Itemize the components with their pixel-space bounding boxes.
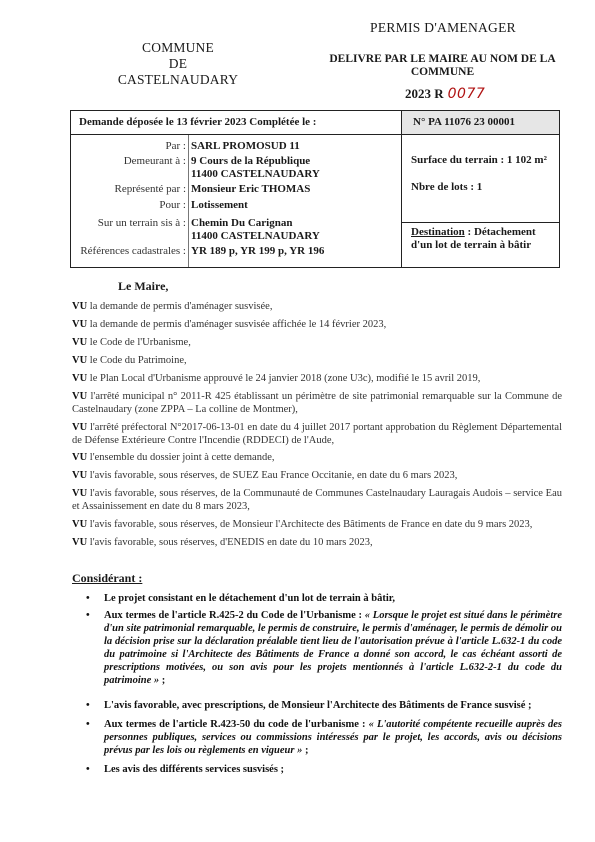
- commune-line: DE: [168, 56, 188, 71]
- vu-item: [72, 372, 562, 385]
- site-value: [191, 217, 320, 243]
- vu-text: le Code du Patrimoine,: [87, 355, 187, 366]
- vu-item: [72, 421, 562, 447]
- commune-line: COMMUNE: [142, 40, 214, 55]
- arrete-number: [405, 86, 485, 102]
- vu-keyword: VU: [72, 488, 88, 499]
- vu-text: l'avis favorable, sous réserves, de la Communauté de Communes Castelnaudary Lauragais Audois – service Eau et Assainissement en date du 8 mars 2023,: [72, 488, 562, 512]
- document-title: PERMIS D'AMENAGER: [370, 20, 516, 35]
- issuer-line: DELIVRE PAR LE MAIRE AU NOM DE LA: [329, 53, 556, 65]
- vu-text: l'arrêté préfectoral N°2017-06-13-01 en date du 4 juillet 2017 portant approbation du Règlement Départemental de Défense Extérieure Contre l'Incendie (RDDECI) de l'Aude,: [72, 422, 562, 446]
- purpose-label: Pour :: [159, 199, 186, 211]
- representative-value: Monsieur Eric THOMAS: [191, 183, 311, 195]
- destination-text: : Détachement d'un lot de terrain à bâtir: [411, 226, 536, 251]
- address-line: 11400 CASTELNAUDARY: [191, 168, 320, 180]
- item-lead: Aux termes de l'article R.423-50 du code de l'urbanisme :: [104, 719, 369, 730]
- issuer-statement: [310, 53, 575, 79]
- representative-label: Représenté par :: [114, 183, 186, 195]
- item-tail: ;: [302, 745, 309, 756]
- year-ref: 2023 R: [405, 86, 444, 101]
- vu-keyword: VU: [72, 519, 88, 530]
- vu-keyword: VU: [72, 391, 88, 402]
- label-divider: [188, 135, 189, 267]
- item-lead: Aux termes de l'article R.425-2 du Code de l'Urbanisme :: [104, 610, 365, 621]
- lot-count: Nbre de lots : 1: [411, 181, 483, 193]
- submission-date: Demande déposée le 13 février 2023 Complétée le :: [79, 116, 317, 128]
- commune-line: CASTELNAUDARY: [117, 72, 239, 87]
- vu-item: [72, 300, 562, 313]
- item-lead: L'avis favorable, avec prescriptions, de Monsieur l'Architecte des Bâtiments de France susvisé ;: [104, 700, 532, 711]
- vu-text: l'avis favorable, sous réserves, de Monsieur l'Architecte des Bâtiments de France en date du 9 mars 2023,: [87, 519, 533, 530]
- item-lead: Le projet consistant en le détachement d'un lot de terrain à bâtir,: [104, 593, 396, 604]
- vu-item: [72, 469, 562, 482]
- considerant-item: [88, 718, 562, 757]
- site-line: 11400 CASTELNAUDARY: [191, 230, 320, 242]
- vu-text: l'avis favorable, sous réserves, d'ENEDIS en date du 10 mars 2023,: [87, 537, 373, 548]
- vu-keyword: VU: [72, 537, 88, 548]
- applicant-label: Par :: [165, 140, 186, 152]
- row-divider: [71, 134, 559, 135]
- vu-item: [72, 518, 562, 531]
- le-maire-heading: Le Maire,: [118, 279, 169, 293]
- item-quote: « L'autorité compétente recueille auprès des personnes publiques, services ou commissions intéressés par le projet, les accords, avis ou décisions prévus par les lois ou règlements en vigueur »: [104, 719, 562, 756]
- applicant-value: SARL PROMOSUD 11: [191, 140, 300, 152]
- vu-text: l'avis favorable, sous réserves, de SUEZ Eau France Occitanie, en date du 6 mars 2023,: [87, 470, 458, 481]
- vu-item: [72, 336, 562, 349]
- purpose-value: Lotissement: [191, 199, 248, 211]
- considerant-item: [88, 592, 562, 605]
- vu-text: la demande de permis d'aménager susvisée,: [87, 301, 273, 312]
- vu-keyword: VU: [72, 452, 88, 463]
- vu-item: [72, 487, 562, 513]
- considerant-item: [88, 763, 562, 776]
- site-line: Chemin Du Carignan: [191, 217, 293, 229]
- destination: [411, 226, 551, 252]
- vu-keyword: VU: [72, 373, 88, 384]
- cadastral-value: YR 189 p, YR 199 p, YR 196: [191, 245, 325, 257]
- bullet-icon: •: [86, 700, 90, 711]
- vu-keyword: VU: [72, 422, 88, 433]
- vu-text: le Code de l'Urbanisme,: [87, 337, 191, 348]
- item-lead: Les avis des différents services susvisés ;: [104, 764, 285, 775]
- vu-keyword: VU: [72, 301, 88, 312]
- vu-item: [72, 318, 562, 331]
- application-info-box: [70, 110, 560, 268]
- handwritten-number: 0077: [447, 86, 486, 102]
- considerant-heading: Considérant :: [72, 571, 143, 585]
- land-surface: Surface du terrain : 1 102 m²: [411, 154, 547, 166]
- commune-header: [98, 40, 258, 88]
- row-divider: [401, 222, 559, 223]
- vu-keyword: VU: [72, 319, 88, 330]
- permit-number: N° PA 11076 23 00001: [413, 116, 515, 128]
- vu-text: l'arrêté municipal n° 2011-R 425 établissant un périmètre de site patrimonial remarquable sur la Commune de Castelnaudary (zone ZPPA – La colline de Montmer),: [72, 391, 562, 415]
- item-tail: ;: [159, 675, 166, 686]
- bullet-icon: •: [86, 719, 90, 730]
- address-label: Demeurant à :: [123, 155, 186, 167]
- vu-text: l'ensemble du dossier joint à cette demande,: [87, 452, 275, 463]
- vu-keyword: VU: [72, 355, 88, 366]
- vu-text: la demande de permis d'aménager susvisée affichée le 14 février 2023,: [87, 319, 387, 330]
- destination-label: Destination: [411, 226, 465, 238]
- site-label: Sur un terrain sis à :: [97, 217, 186, 229]
- vu-text: le Plan Local d'Urbanisme approuvé le 24 janvier 2018 (zone U3c), modifié le 15 avril 2019,: [87, 373, 481, 384]
- considerant-item: [88, 699, 562, 712]
- vu-item: [72, 451, 562, 464]
- address-line: 9 Cours de la République: [191, 155, 311, 167]
- vu-item: [72, 390, 562, 416]
- item-quote: « Lorsque le projet est situé dans le périmètre d'un site patrimonial remarquable, le permis de construire, le permis d'aménager, le permis de démolir ou la décision prise sur la déclaration préalable tient lieu de l'autorisation prévue à l'article L.632-1 du code du patrimoine si l'Architecte des Bâtiments de France a donné son accord, le cas échéant assorti de prescriptions motivées, ou son avis pour les projets mentionnés à l'article L.632-2-1 du code du patrimoine »: [104, 610, 562, 686]
- bullet-icon: •: [86, 764, 90, 775]
- address-value: [191, 155, 320, 181]
- vu-item: [72, 536, 562, 549]
- vu-keyword: VU: [72, 337, 88, 348]
- vu-keyword: VU: [72, 470, 88, 481]
- cadastral-label: Références cadastrales :: [80, 245, 186, 257]
- bullet-icon: •: [86, 610, 90, 621]
- vu-item: [72, 354, 562, 367]
- issuer-line: COMMUNE: [410, 66, 475, 78]
- considerant-item: [88, 609, 562, 687]
- bullet-icon: •: [86, 593, 90, 604]
